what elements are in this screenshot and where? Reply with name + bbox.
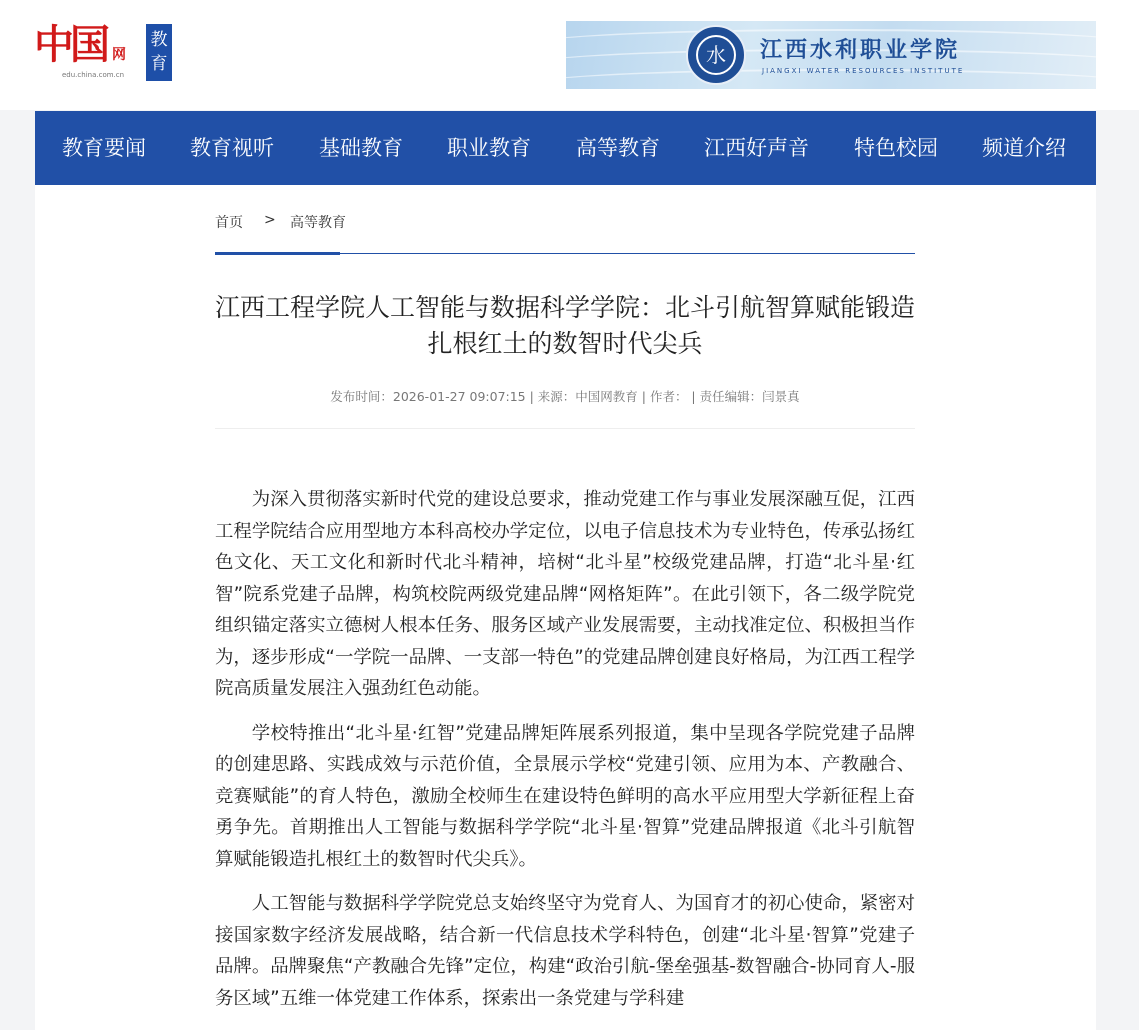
banner-title: 江西水利职业学院: [760, 37, 961, 63]
nav-item-video[interactable]: 教育视听: [190, 136, 274, 160]
breadcrumb-home[interactable]: 首页: [215, 215, 243, 231]
channel-badge: 教育: [146, 24, 172, 81]
article-body: [215, 484, 915, 1027]
nav-item-campus[interactable]: 特色校园: [854, 136, 938, 160]
article-title: 江西工程学院人工智能与数据科学学院：北斗引航智算赋能锻造扎根红土的数智时代尖兵: [215, 293, 916, 358]
logo-chars: 中国: [34, 21, 106, 68]
china-net-edu-logo[interactable]: [34, 20, 174, 84]
institute-seal-icon: [686, 25, 746, 85]
logo-domain: edu.china.com.cn: [62, 71, 125, 79]
seal-glyph: 水: [696, 35, 736, 75]
nav-item-news[interactable]: 教育要闻: [62, 136, 146, 160]
nav-item-higher-education[interactable]: 高等教育: [576, 136, 660, 160]
nav-item-channel-intro[interactable]: 频道介绍: [982, 136, 1066, 160]
institute-banner-ad[interactable]: [566, 21, 1096, 89]
breadcrumb-separator: >: [264, 212, 276, 228]
nav-item-vocational-education[interactable]: 职业教育: [447, 136, 531, 160]
breadcrumb-divider-accent: [215, 252, 340, 255]
logo-wang: 网: [112, 47, 126, 63]
meta-divider: [215, 428, 915, 429]
main-nav: [35, 111, 1096, 185]
article-paragraph: 学校特推出“北斗星·红智”党建品牌矩阵展系列报道，集中呈现各学院党建子品牌的创建思路、实践成效与示范价值，全景展示学校“党建引领、应用为本、产教融合、竞赛赋能”的育人特色，激励全校师生在建设特色鲜明的高水平应用型大学新征程上奋勇争先。首期推出人工智能与数据科学学院“北斗星·智算”党建品牌报道《北斗引航智算赋能锻造扎根红土的数智时代尖兵》。: [215, 722, 915, 870]
nav-item-jiangxi-voice[interactable]: 江西好声音: [704, 136, 809, 160]
article-paragraph: 为深入贯彻落实新时代党的建设总要求，推动党建工作与事业发展深融互促，江西工程学院结合应用型地方本科高校办学定位，以电子信息技术为专业特色，传承弘扬红色文化、天工文化和新时代北斗精神，培树“北斗星”校级党建品牌，打造“北斗星·红智”院系党建子品牌，构筑校院两级党建品牌“网格矩阵”。在此引领下，各二级学院党组织锚定落实立德树人根本任务、服务区域产业发展需要，主动找准定位、积极担当作为，逐步形成“一学院一品牌、一支部一特色”的党建品牌创建良好格局，为江西工程学院高质量发展注入强劲红色动能。: [215, 489, 915, 699]
breadcrumb-current[interactable]: 高等教育: [290, 215, 346, 231]
article-meta: 发布时间：2026-01-27 09:07:15 | 来源：中国网教育 | 作者： | 责任编辑：闫景真: [330, 389, 800, 404]
article-paragraph: 人工智能与数据科学学院党总支始终坚守为党育人、为国育才的初心使命，紧密对接国家数字经济发展战略，结合新一代信息技术学科特色，创建“北斗星·智算”党建子品牌。品牌聚焦“产教融合先锋”定位，构建“政治引航-堡垒强基-数智融合-协同育人-服务区域”五维一体党建工作体系，探索出一条党建与学科建: [215, 893, 915, 1009]
site-header: [0, 0, 1139, 110]
banner-subtitle: JIANGXI WATER RESOURCES INSTITUTE: [762, 67, 965, 75]
nav-item-basic-education[interactable]: 基础教育: [319, 136, 403, 160]
